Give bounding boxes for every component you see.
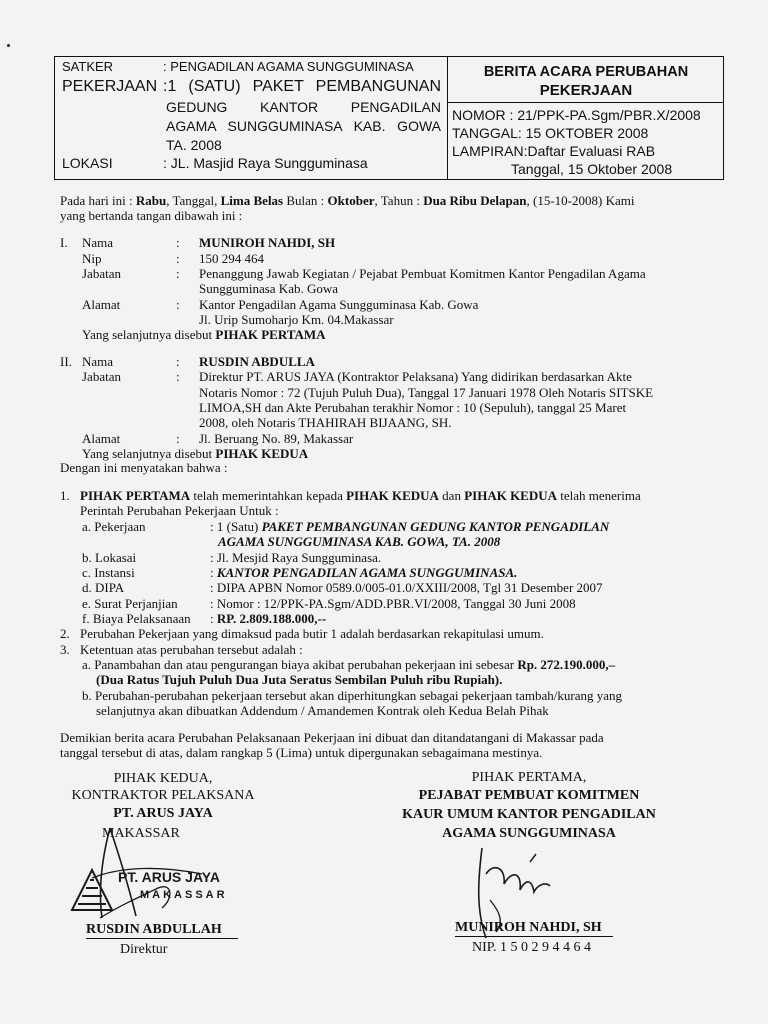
item-a-project: PAKET PEMBANGUNAN GEDUNG KANTOR PENGADILAN — [261, 519, 610, 534]
item-c-instansi: KANTOR PENGADILAN AGAMA SUNGGUMINASA. — [216, 565, 518, 580]
intro-day: Rabu — [135, 193, 167, 208]
item-c-label: c. Instansi — [82, 565, 135, 580]
left-city: MAKASSAR — [102, 826, 180, 841]
lokasi-label: LOKASI — [62, 155, 113, 171]
point1-number: 1. — [60, 488, 70, 503]
item-f-amount: RP. 2.809.188.000,-- — [216, 611, 327, 626]
point3-a-amount: Rp. 272.190.000,– — [517, 657, 616, 672]
party2-alamat: Jl. Beruang No. 89, Makassar — [199, 431, 354, 446]
item-a-value — [210, 519, 609, 535]
right-signer-name: MUNIROH NAHDI, SH — [455, 920, 602, 935]
party2-jabatan-line2: Notaris Nomor : 72 (Tujuh Puluh Dua), Tanggal 17 Januari 1978 Oleh Notaris SITSKE — [199, 385, 654, 400]
statement: Dengan ini menyatakan bahwa : — [60, 460, 228, 475]
intro-year: Dua Ribu Delapan — [423, 193, 527, 208]
point3-b-line2: selanjutnya akan dibuatkan Addendum / Amandemen Kontrak oleh Kedua Belah Pihak — [96, 703, 549, 718]
party1-nama-label: Nama — [82, 235, 114, 250]
nomor: NOMOR : 21/PPK-PA.Sgm/PBR.X/2008 — [452, 107, 701, 123]
party2-jabatan-line3: LIMOA,SH dan Akte Perubahan terakhir Nomor : 10 (Sepuluh), tanggal 25 Maret — [199, 400, 627, 415]
party2-number: II. — [60, 354, 72, 369]
designation-text: Yang selanjutnya disebut — [82, 446, 216, 461]
colon: : — [176, 251, 180, 266]
doc-title-line1: BERITA ACARA PERUBAHAN — [483, 64, 689, 80]
right-role4: AGAMA SUNGGUMINASA — [442, 826, 616, 841]
item-f-value — [210, 611, 326, 627]
colon: : — [176, 354, 180, 369]
satker-label: SATKER — [62, 59, 114, 74]
intro-text: Pada hari ini : — [60, 193, 136, 208]
point1-line2: Perintah Perubahan Pekerjaan Untuk : — [80, 503, 279, 518]
left-signer-title: Direktur — [120, 942, 168, 957]
colon: : — [176, 235, 180, 250]
pekerjaan-label: PEKERJAAN — [62, 78, 158, 95]
lampiran: LAMPIRAN:Daftar Evaluasi RAB — [452, 143, 656, 159]
party1-jabatan-line1: Penanggung Jawab Kegiatan / Pejabat Pembuat Komitmen Kantor Pengadilan Agama — [199, 266, 646, 281]
point1-text: dan — [438, 488, 465, 503]
left-signer-name: RUSDIN ABDULLAH — [86, 922, 222, 937]
point3-a-text: a. Panambahan dan atau pengurangan biaya akibat perubahan pekerjaan ini sebesar — [82, 657, 518, 672]
left-role2: KONTRAKTOR PELAKSANA — [71, 788, 255, 803]
designation-party: PIHAK PERTAMA — [215, 327, 326, 342]
doc-title-line2: PEKERJAAN — [539, 82, 633, 99]
pekerjaan-line2: GEDUNG KANTOR PENGADILAN — [166, 99, 441, 115]
item-b-value: : Jl. Mesjid Raya Sungguminasa. — [210, 550, 382, 565]
party2-jabatan-label: Jabatan — [82, 369, 121, 384]
party2-jabatan-line1: Direktur PT. ARUS JAYA (Kontraktor Pelaksana) Yang didirikan berdasarkan Akte — [199, 369, 632, 384]
item-a-prefix: : 1 (Satu) — [210, 519, 262, 534]
point1-line1 — [80, 488, 641, 504]
item-b-label: b. Lokasai — [82, 550, 137, 565]
header-title-divider — [447, 102, 724, 103]
party-ref: PIHAK PERTAMA — [80, 488, 191, 503]
scan-dot — [7, 44, 10, 47]
party2-nama: RUSDIN ABDULLA — [199, 354, 315, 369]
right-role2: PEJABAT PEMBUAT KOMITMEN — [418, 788, 640, 803]
party2-jabatan-line4: 2008, oleh Notaris THAHIRAH BIJAANG, SH. — [199, 415, 452, 430]
stamp-city: MAKASSAR — [140, 889, 228, 901]
intro-text: , Tahun : — [374, 193, 424, 208]
party1-nip-label: Nip — [82, 251, 102, 266]
header-date: Tanggal, 15 Oktober 2008 — [511, 161, 673, 177]
right-role1: PIHAK PERTAMA, — [471, 770, 587, 785]
closing-line2: tanggal tersebut di atas, dalam rangkap 5 (Lima) untuk dipergunakan sebagaimana mestinya. — [60, 745, 543, 760]
pekerjaan-line3: AGAMA SUNGGUMINASA KAB. GOWA — [166, 118, 441, 134]
item-c-value — [210, 565, 517, 581]
colon: : — [176, 266, 180, 281]
tanggal-header: TANGGAL: 15 OKTOBER 2008 — [452, 125, 649, 141]
party1-designation — [82, 327, 326, 343]
intro-line2: yang bertanda tangan dibawah ini : — [60, 208, 243, 223]
point1-text: telah menerima — [557, 488, 641, 503]
party1-nip: 150 294 464 — [199, 251, 264, 266]
intro-month: Oktober — [327, 193, 375, 208]
party2-alamat-label: Alamat — [82, 431, 121, 446]
colon: : — [210, 611, 217, 626]
point3-a-words: (Dua Ratus Tujuh Puluh Dua Juta Seratus Sembilan Puluh ribu Rupiah). — [96, 672, 503, 687]
party-ref: PIHAK KEDUA — [346, 488, 439, 503]
pekerjaan-line4: TA. 2008 — [166, 137, 222, 153]
party1-alamat-label: Alamat — [82, 297, 121, 312]
company-stamp — [62, 818, 262, 936]
party1-nama: MUNIROH NAHDI, SH — [199, 235, 336, 250]
intro-date: Lima Belas — [220, 193, 284, 208]
closing-line1: Demikian berita acara Perubahan Pelaksanaan Pekerjaan ini dibuat dan ditandatangani di Makassar pada — [60, 730, 604, 745]
right-role3: KAUR UMUM KANTOR PENGADILAN — [402, 807, 656, 822]
left-company: PT. ARUS JAYA — [113, 806, 213, 821]
party1-number: I. — [60, 235, 68, 250]
point2-number: 2. — [60, 626, 70, 641]
lokasi-value: : JL. Masjid Raya Sungguminasa — [163, 155, 368, 171]
item-a-value2: AGAMA SUNGGUMINASA KAB. GOWA, TA. 2008 — [218, 534, 501, 549]
party2-nama-label: Nama — [82, 354, 114, 369]
point3-text: Ketentuan atas perubahan tersebut adalah : — [80, 642, 303, 657]
party1-jabatan-line2: Sungguminasa Kab. Gowa — [199, 281, 339, 296]
pekerjaan-line1: :1 (SATU) PAKET PEMBANGUNAN — [163, 78, 441, 95]
right-signer-nip: NIP. 1 5 0 2 9 4 4 6 4 — [472, 940, 592, 955]
intro-text: , Tanggal, — [166, 193, 221, 208]
intro-text: Bulan : — [283, 193, 328, 208]
left-role1: PIHAK KEDUA, — [113, 771, 213, 786]
party1-alamat-line2: Jl. Urip Sumoharjo Km. 04.Makassar — [199, 312, 394, 327]
point3-number: 3. — [60, 642, 70, 657]
colon: : — [176, 297, 180, 312]
colon: : — [210, 565, 217, 580]
intro-line1 — [60, 193, 634, 209]
party-ref: PIHAK KEDUA — [464, 488, 558, 503]
colon: : — [176, 431, 180, 446]
item-a-label: a. Pekerjaan — [82, 519, 146, 534]
party1-alamat-line1: Kantor Pengadilan Agama Sungguminasa Kab. Gowa — [199, 297, 479, 312]
colon: : — [176, 369, 180, 384]
item-e-value: : Nomor : 12/PPK-PA.Sgm/ADD.PBR.VI/2008, Tanggal 30 Juni 2008 — [210, 596, 576, 611]
point2-text: Perubahan Pekerjaan yang dimaksud pada butir 1 adalah berdasarkan rekapitulasi umum. — [80, 626, 544, 641]
designation-text: Yang selanjutnya disebut — [82, 327, 216, 342]
item-e-label: e. Surat Perjanjian — [82, 596, 178, 611]
point3-b-line1: b. Perubahan-perubahan pekerjaan tersebut akan diperhitungkan sebagai pekerjaan tambah/kurang yang — [82, 688, 623, 703]
designation-party: PIHAK KEDUA — [215, 446, 309, 461]
right-signature-underline — [455, 936, 613, 937]
item-f-label: f. Biaya Pelaksanaan — [82, 611, 191, 626]
point3-a — [82, 657, 615, 673]
left-signature-underline — [86, 938, 238, 939]
item-d-label: d. DIPA — [82, 580, 125, 595]
point1-text: telah memerintahkan kepada — [190, 488, 347, 503]
intro-text: , (15-10-2008) Kami — [526, 193, 635, 208]
stamp-company: PT. ARUS JAYA — [118, 869, 220, 885]
item-d-value: : DIPA APBN Nomor 0589.0/005-01.0/XXIII/2008, Tgl 31 Desember 2007 — [210, 580, 603, 595]
satker-value: : PENGADILAN AGAMA SUNGGUMINASA — [163, 59, 414, 74]
party1-jabatan-label: Jabatan — [82, 266, 121, 281]
